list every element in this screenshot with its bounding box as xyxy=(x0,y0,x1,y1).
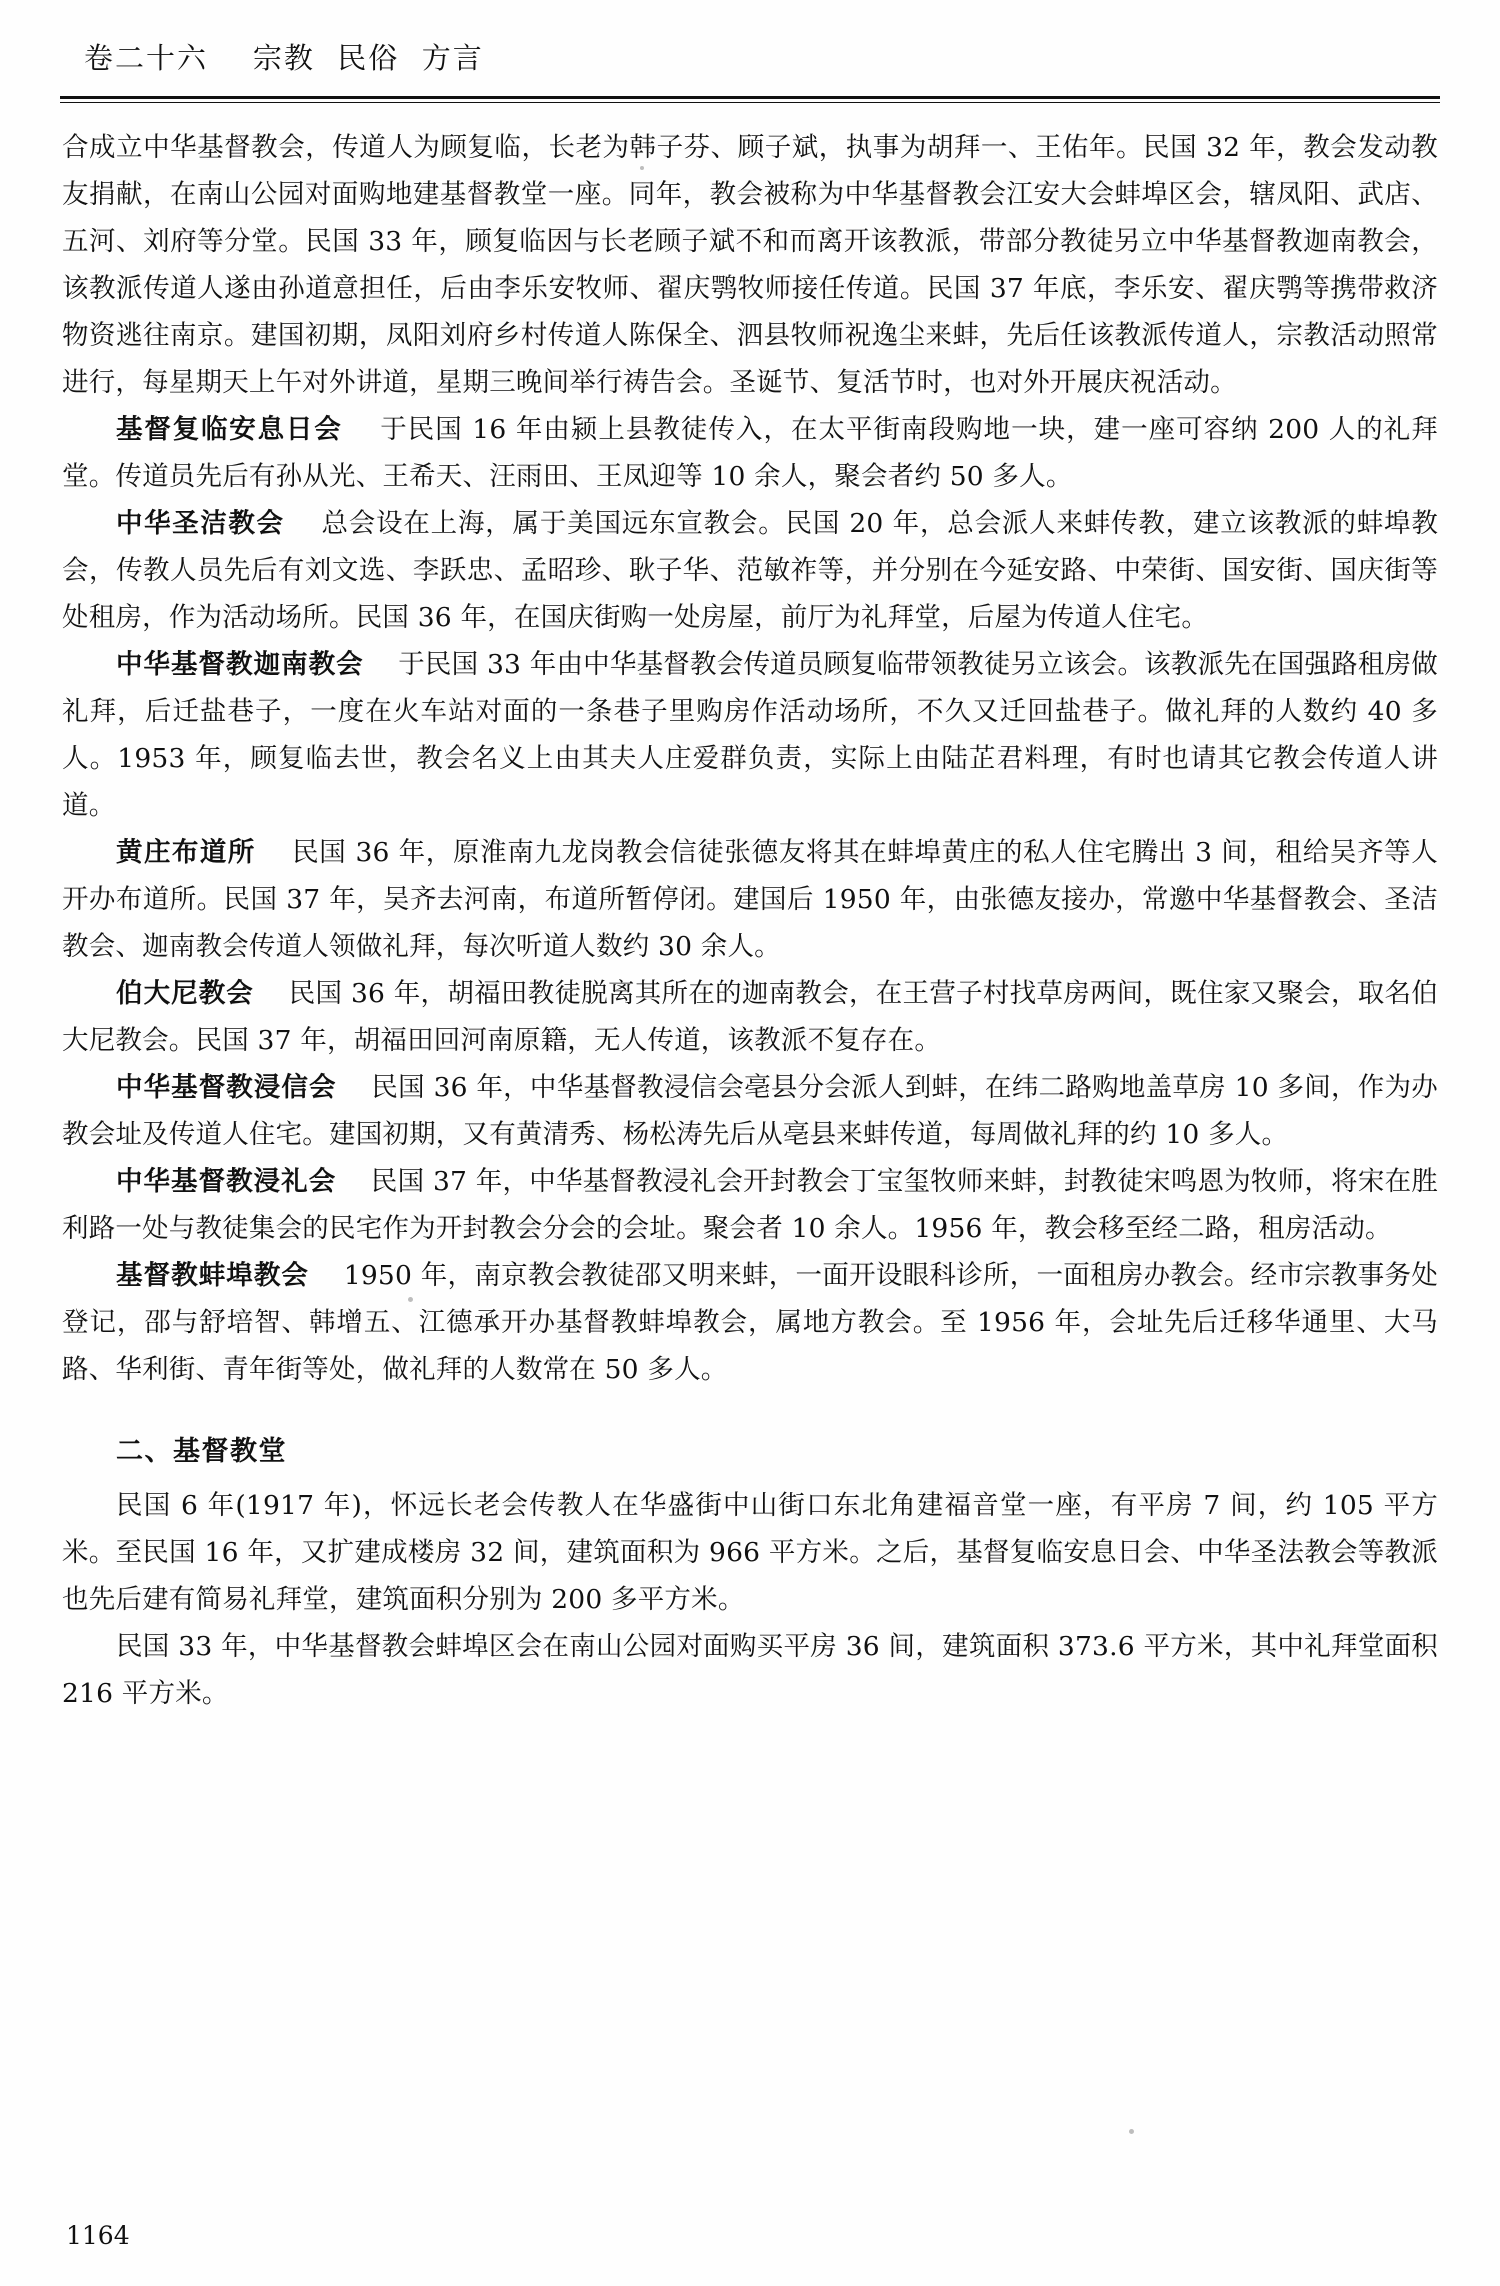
page-body xyxy=(62,124,1438,1717)
paragraph xyxy=(62,500,1438,641)
paragraph xyxy=(62,1252,1438,1393)
paragraph xyxy=(62,1064,1438,1158)
paragraph-text: 总会设在上海，属于美国远东宣教会。民国 20 年，总会派人来蚌传教，建立该教派的蚌埠教会，传教人员先后有刘文选、李跃忠、孟昭珍、耿子华、范敏祚等，并分别在今延安路、中荣街、国安街、国庆街等处租房，作为活动场所。民国 36 年，在国庆街购一处房屋，前厅为礼拜堂，后屋为传道人住宅。 xyxy=(62,508,1439,633)
paragraph xyxy=(62,641,1438,829)
paragraph xyxy=(62,124,1438,406)
paragraph xyxy=(62,406,1438,500)
scan-speck xyxy=(640,166,644,170)
header-title: 卷二十六 宗教 民俗 方言 xyxy=(84,41,484,75)
page-header xyxy=(84,36,1416,92)
section-heading: 二、基督教堂 xyxy=(116,1436,287,1467)
scan-speck xyxy=(408,1297,413,1302)
paragraph-text: 合成立中华基督教会，传道人为顾复临，长老为韩子芬、顾子斌，执事为胡拜一、王佑年。民国 32 年，教会发动教友捐献，在南山公园对面购地建基督教堂一座。同年，教会被称为中华基督教会江安大会蚌埠区会，辖凤阳、武店、五河、刘府等分堂。民国 33 年，顾复临因与长老顾子斌不和而离开该教派，带部分教徒另立中华基督教迦南教会，该教派传道人遂由孙道意担任，后由李乐安牧师、翟庆鹗牧师接任传道。民国 37 年底，李乐安、翟庆鹗等携带救济物资逃往南京。建国初期，凤阳刘府乡村传道人陈保全、泗县牧师祝逸尘来蚌，先后任该教派传道人，宗教活动照常进行，每星期天上午对外讲道，星期三晚间举行祷告会。圣诞节、复活节时，也对外开展庆祝活动。 xyxy=(62,132,1438,398)
term-label: 基督教蚌埠教会 xyxy=(116,1260,310,1291)
paragraph-text: 民国 37 年，中华基督教浸礼会开封教会丁宝玺牧师来蚌，封教徒宋鸣恩为牧师，将宋在胜利路一处与教徒集会的民宅作为开封教会分会的会址。聚会者 10 余人。1956 年，教会移至经二路，租房活动。 xyxy=(62,1166,1439,1244)
paragraph xyxy=(62,970,1438,1064)
term-label: 中华圣洁教会 xyxy=(116,508,285,539)
paragraph-text: 民国 36 年，胡福田教徒脱离其所在的迦南教会，在王营子村找草房两间，既住家又聚会，取名伯大尼教会。民国 37 年，胡福田回河南原籍，无人传道，该教派不复存在。 xyxy=(62,978,1438,1056)
scan-speck xyxy=(1129,2129,1134,2134)
paragraph xyxy=(62,1482,1438,1623)
paragraph-text: 民国 33 年，中华基督教会蚌埠区会在南山公园对面购买平房 36 间，建筑面积 373.6 平方米，其中礼拜堂面积 216 平方米。 xyxy=(62,1631,1438,1709)
paragraph-text: 民国 6 年(1917 年)，怀远长老会传教人在华盛街中山街口东北角建福音堂一座，有平房 7 间，约 105 平方米。至民国 16 年，又扩建成楼房 32 间，建筑面积为 966 平方米。之后，基督复临安息日会、中华圣法教会等教派也先后建有简易礼拜堂，建筑面积分别为 200 多平方米。 xyxy=(62,1490,1438,1615)
paragraph-text: 民国 36 年，中华基督教浸信会亳县分会派人到蚌，在纬二路购地盖草房 10 多间，作为办教会址及传道人住宅。建国初期，又有黄清秀、杨松涛先后从亳县来蚌传道，每周做礼拜的约 10 多人。 xyxy=(62,1072,1439,1150)
term-label: 中华基督教迦南教会 xyxy=(116,649,364,680)
paragraph-text: 于民国 16 年由颍上县教徒传入，在太平街南段购地一块，建一座可容纳 200 人的礼拜堂。传道员先后有孙从光、王希天、汪雨田、王凤迎等 10 余人，聚会者约 50 多人。 xyxy=(62,414,1438,492)
term-label: 中华基督教浸礼会 xyxy=(116,1166,337,1197)
paragraph-text: 民国 36 年，原淮南九龙岗教会信徒张德友将其在蚌埠黄庄的私人住宅腾出 3 间，租给吴齐等人开办布道所。民国 37 年，吴齐去河南，布道所暂停闭。建国后 1950 年，由张德友接办，常邀中华基督教会、圣洁教会、迦南教会传道人领做礼拜，每次听道人数约 30 余人。 xyxy=(62,837,1439,962)
paragraph xyxy=(62,1158,1438,1252)
term-label: 基督复临安息日会 xyxy=(116,414,343,445)
term-label: 伯大尼教会 xyxy=(116,978,254,1009)
term-label: 中华基督教浸信会 xyxy=(116,1072,337,1103)
header-divider xyxy=(60,96,1440,103)
paragraph-text: 于民国 33 年由中华基督教会传道员顾复临带领教徒另立该会。该教派先在国强路租房做礼拜，后迁盐巷子，一度在火车站对面的一条巷子里购房作活动场所，不久又迁回盐巷子。做礼拜的人数约 40 多人。1953 年，顾复临去世，教会名义上由其夫人庄爱群负责，实际上由陆芷君料理，有时也请其它教会传道人讲道。 xyxy=(62,649,1439,821)
page-number: 1164 xyxy=(66,2221,130,2250)
paragraph-text: 1950 年，南京教会教徒邵又明来蚌，一面开设眼科诊所，一面租房办教会。经市宗教事务处登记，邵与舒培智、韩增五、江德承开办基督教蚌埠教会，属地方教会。至 1956 年，会址先后迁移华通里、大马路、华利街、青年街等处，做礼拜的人数常在 50 多人。 xyxy=(62,1260,1439,1385)
term-label: 黄庄布道所 xyxy=(116,837,256,868)
paragraph xyxy=(62,829,1438,970)
paragraph xyxy=(62,1623,1438,1717)
